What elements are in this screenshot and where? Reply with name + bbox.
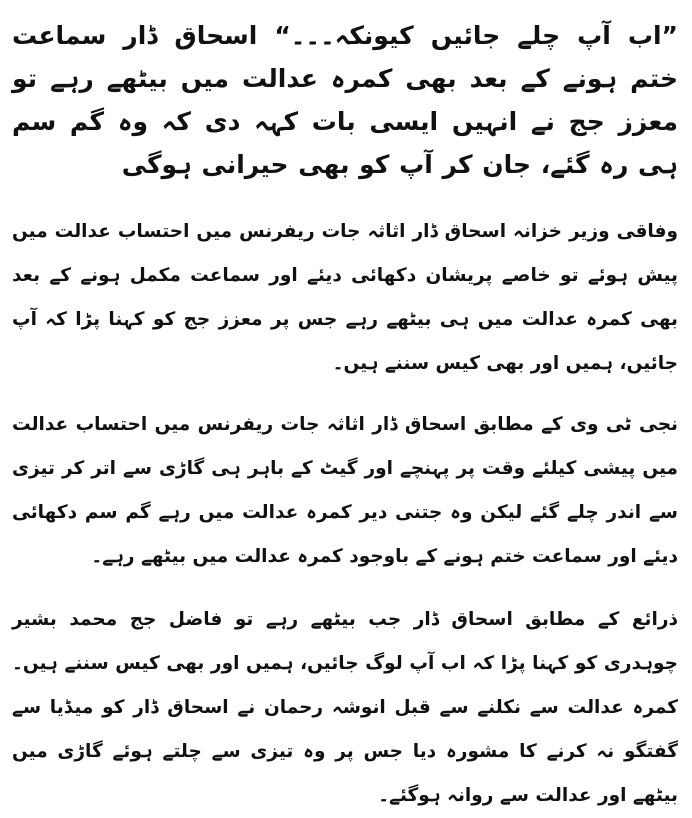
article-paragraph-3: ذرائع کے مطابق اسحاق ڈار جب بیٹھے رہے تو فاضل جج محمد بشیر چوہدری کو کہنا پڑا کہ اب آپ لوگ جائیں، ہمیں اور بھی کیس سننے ہیں۔ کمرہ عدالت سے نکلنے سے قبل انوشہ رحمان نے اسحاق ڈار کو میڈیا سے گفتگو نہ کرنے کا مشورہ دیا جس پر وہ تیزی سے چلتے ہوئے گاڑی میں بیٹھے اور عدالت سے روانہ ہوگئے۔ bbox=[12, 609, 678, 806]
article-headline: ”اب آپ چلے جائیں کیونکہ۔۔۔“ اسحاق ڈار سماعت ختم ہونے کے بعد بھی کمرہ عدالت میں بیٹھے رہے تو معزز جج نے انہیں ایسی بات کہہ دی کہ وہ گم سم ہی رہ گئے، جان کر آپ کو بھی حیرانی ہوگی bbox=[12, 21, 678, 179]
article-paragraph-2: نجی ٹی وی کے مطابق اسحاق ڈار اثاثہ جات ریفرنس میں احتساب عدالت میں پیشی کیلئے وقت پر پہنچے اور گیٹ کے باہر ہی گاڑی سے اتر کر تیزی سے اندر چلے گئے لیکن وہ جتنی دیر کمرہ عدالت میں رہے گم سم دکھائی دیئے اور سماعت ختم ہونے کے باوجود کمرہ عدالت میں بیٹھے رہے۔ bbox=[12, 414, 678, 567]
article-page bbox=[0, 14, 692, 806]
article-paragraph-1: وفاقی وزیر خزانہ اسحاق ڈار اثاثہ جات ریفرنس میں احتساب عدالت میں پیش ہوئے تو خاصے پریشان دکھائی دیئے اور سماعت مکمل ہونے کے بعد بھی کمرہ عدالت میں ہی بیٹھے رہے جس پر معزز جج کو کہنا پڑا کہ آپ جائیں، ہمیں اور بھی کیس سننے ہیں۔ bbox=[12, 221, 678, 374]
